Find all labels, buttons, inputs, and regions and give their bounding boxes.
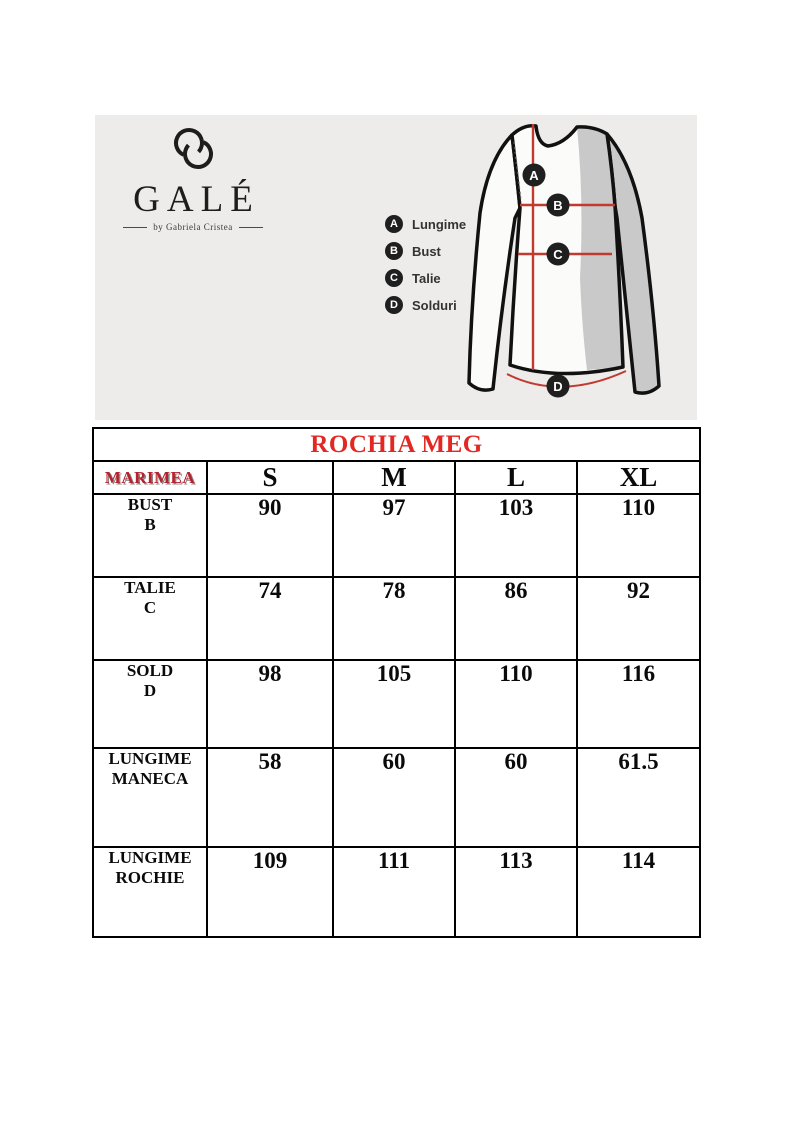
bust-xl: 110 — [577, 494, 700, 577]
row-label-line1: LUNGIME — [108, 749, 192, 768]
legend-label: Talie — [412, 270, 441, 286]
lungime-rochie-s: 109 — [207, 847, 333, 937]
sold-m: 105 — [333, 660, 455, 748]
bust-l: 103 — [455, 494, 577, 577]
lungime-maneca-xl: 61.5 — [577, 748, 700, 847]
legend-label: Bust — [412, 243, 441, 259]
legend-item-bust — [385, 242, 466, 260]
legend-label: Solduri — [412, 297, 457, 313]
size-col-xl: XL — [577, 461, 700, 494]
lungime-maneca-l: 60 — [455, 748, 577, 847]
garment-measurement-diagram — [460, 118, 695, 418]
table-row-bust — [93, 494, 700, 577]
row-label-talie — [93, 577, 207, 660]
row-label-sold — [93, 660, 207, 748]
size-table — [92, 427, 701, 938]
table-row-sold — [93, 660, 700, 748]
lungime-rochie-l: 113 — [455, 847, 577, 937]
row-label-line2: ROCHIE — [115, 867, 185, 887]
table-row-lungime-rochie — [93, 847, 700, 937]
table-header-row — [93, 461, 700, 494]
legend-item-solduri — [385, 296, 466, 314]
legend-label: Lungime — [412, 216, 467, 232]
table-title-row — [93, 428, 700, 461]
brand-logo-block — [113, 123, 273, 232]
bust-m: 97 — [333, 494, 455, 577]
garment-badge-b-icon — [547, 194, 570, 217]
badge-a-icon: A — [385, 215, 403, 233]
badge-d-icon: D — [385, 296, 403, 314]
table-row-talie — [93, 577, 700, 660]
badge-b-icon: B — [385, 242, 403, 260]
row-label-line2: MANECA — [111, 768, 189, 788]
garment-badge-d-icon — [547, 375, 570, 398]
garment-badge-c-icon — [547, 243, 570, 266]
row-label-lungime-rochie — [93, 847, 207, 937]
brand-name: GALÉ — [133, 179, 260, 220]
talie-xl: 92 — [577, 577, 700, 660]
garment-badge-a-icon — [523, 164, 546, 187]
svg-text:D: D — [553, 379, 563, 394]
measurement-legend — [385, 215, 466, 314]
talie-s: 74 — [207, 577, 333, 660]
measurement-guide-panel — [95, 115, 697, 420]
badge-c-icon: C — [385, 269, 403, 287]
row-label-line2: B — [144, 514, 156, 534]
row-label-bust — [93, 494, 207, 577]
legend-item-talie — [385, 269, 466, 287]
size-col-s: S — [207, 461, 333, 494]
product-title: ROCHIA MEG — [93, 428, 700, 461]
size-header-label: MARIMEA — [93, 461, 207, 494]
brand-monogram-icon — [165, 123, 221, 179]
legend-item-lungime — [385, 215, 466, 233]
sold-s: 98 — [207, 660, 333, 748]
row-label-line1: SOLD — [126, 661, 174, 680]
row-label-line1: LUNGIME — [108, 848, 192, 867]
svg-text:C: C — [553, 247, 563, 262]
row-label-line1: TALIE — [124, 578, 176, 597]
size-col-m: M — [333, 461, 455, 494]
row-label-line1: BUST — [127, 495, 173, 514]
table-row-lungime-maneca — [93, 748, 700, 847]
lungime-maneca-s: 58 — [207, 748, 333, 847]
svg-text:B: B — [553, 198, 563, 213]
lungime-rochie-m: 111 — [333, 847, 455, 937]
talie-m: 78 — [333, 577, 455, 660]
sold-xl: 116 — [577, 660, 700, 748]
row-label-line2: D — [143, 680, 157, 700]
sold-l: 110 — [455, 660, 577, 748]
brand-tagline: by Gabriela Cristea — [123, 222, 262, 232]
talie-l: 86 — [455, 577, 577, 660]
size-col-l: L — [455, 461, 577, 494]
lungime-rochie-xl: 114 — [577, 847, 700, 937]
lungime-maneca-m: 60 — [333, 748, 455, 847]
row-label-lungime-maneca — [93, 748, 207, 847]
svg-text:A: A — [529, 168, 539, 183]
row-label-line2: C — [143, 597, 157, 617]
bust-s: 90 — [207, 494, 333, 577]
